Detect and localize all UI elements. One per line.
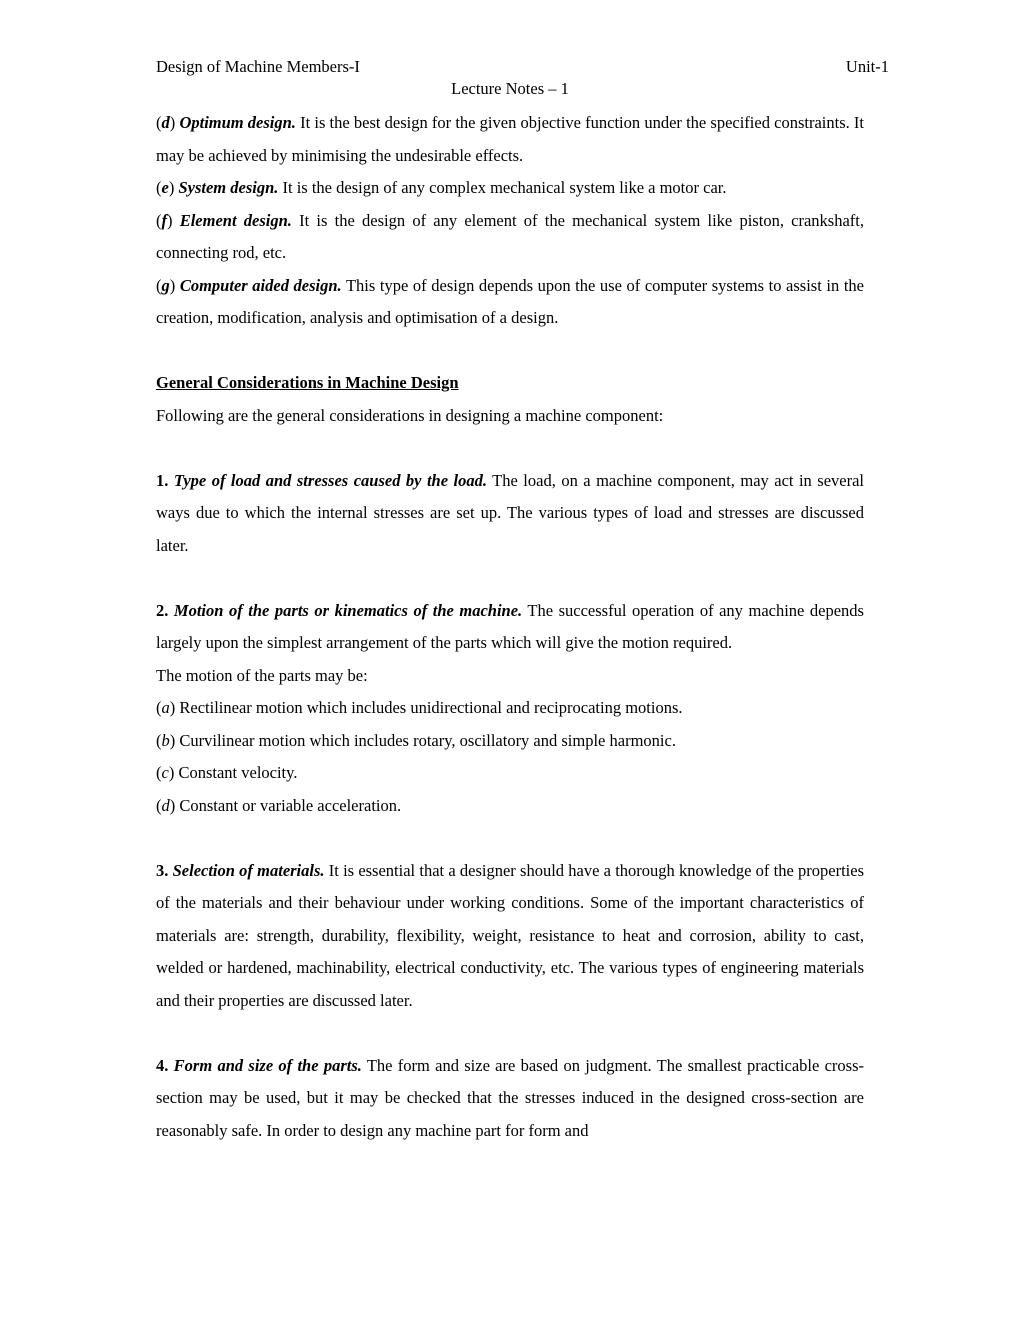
document-body — [156, 107, 864, 1147]
motion-item: (c) Constant velocity. — [156, 763, 298, 782]
motion-intro: The motion of the parts may be: — [156, 665, 368, 685]
consideration-1: 1. Type of load and stresses caused by the load. The load, on a machine component, may act in several ways due to which the internal stresses are set up. The various types of load and stresses are discussed later. — [156, 470, 865, 555]
design-type-f: (f) Element design. It is the design of any element of the mechanical system like piston, crankshaft, connecting rod, etc. — [156, 210, 864, 262]
motion-item: (b) Curvilinear motion which includes rotary, oscillatory and simple harmonic. — [156, 730, 676, 750]
course-title: Design of Machine Members-I — [156, 57, 360, 76]
section-heading: General Considerations in Machine Design — [156, 373, 459, 392]
design-type-e: (e) System design. It is the design of any complex mechanical system like a motor car. — [156, 178, 727, 197]
design-type-d: (d) Optimum design. It is the best design for the given objective function under the specified constraints. It may be achieved by minimising the undesirable effects. — [156, 113, 865, 165]
section-intro: Following are the general considerations in designing a machine component: — [156, 405, 664, 425]
lecture-notes-title: Lecture Notes – 1 — [451, 79, 569, 98]
motion-item: (a) Rectilinear motion which includes unidirectional and reciprocating motions. — [156, 698, 683, 717]
motion-item: (d) Constant or variable acceleration. — [156, 795, 402, 815]
consideration-4: 4. Form and size of the parts. The form and size are based on judgment. The smallest practicable cross-section may be used, but it may be checked that the stresses induced in the designed cross-section are reasonably safe. In order to design any machine part for form and — [156, 1055, 864, 1140]
consideration-3: 3. Selection of materials. It is essential that a designer should have a thorough knowledge of the properties of the materials and their behaviour under working conditions. Some of the important characteristics of materials are: strength, durability, flexibility, weight, resistance to heat and corrosion, ability to cast, welded or hardened, machinability, electrical conductivity, etc. The various types of engineering materials and their properties are discussed later. — [156, 860, 864, 1010]
consideration-2: 2. Motion of the parts or kinematics of the machine. The successful operation of any machine depends largely upon the simplest arrangement of the parts which will give the motion required. — [156, 600, 864, 652]
unit-label: Unit-1 — [845, 57, 889, 76]
design-type-g: (g) Computer aided design. This type of design depends upon the use of computer systems to assist in the creation, modification, analysis and optimisation of a design. — [156, 275, 864, 327]
